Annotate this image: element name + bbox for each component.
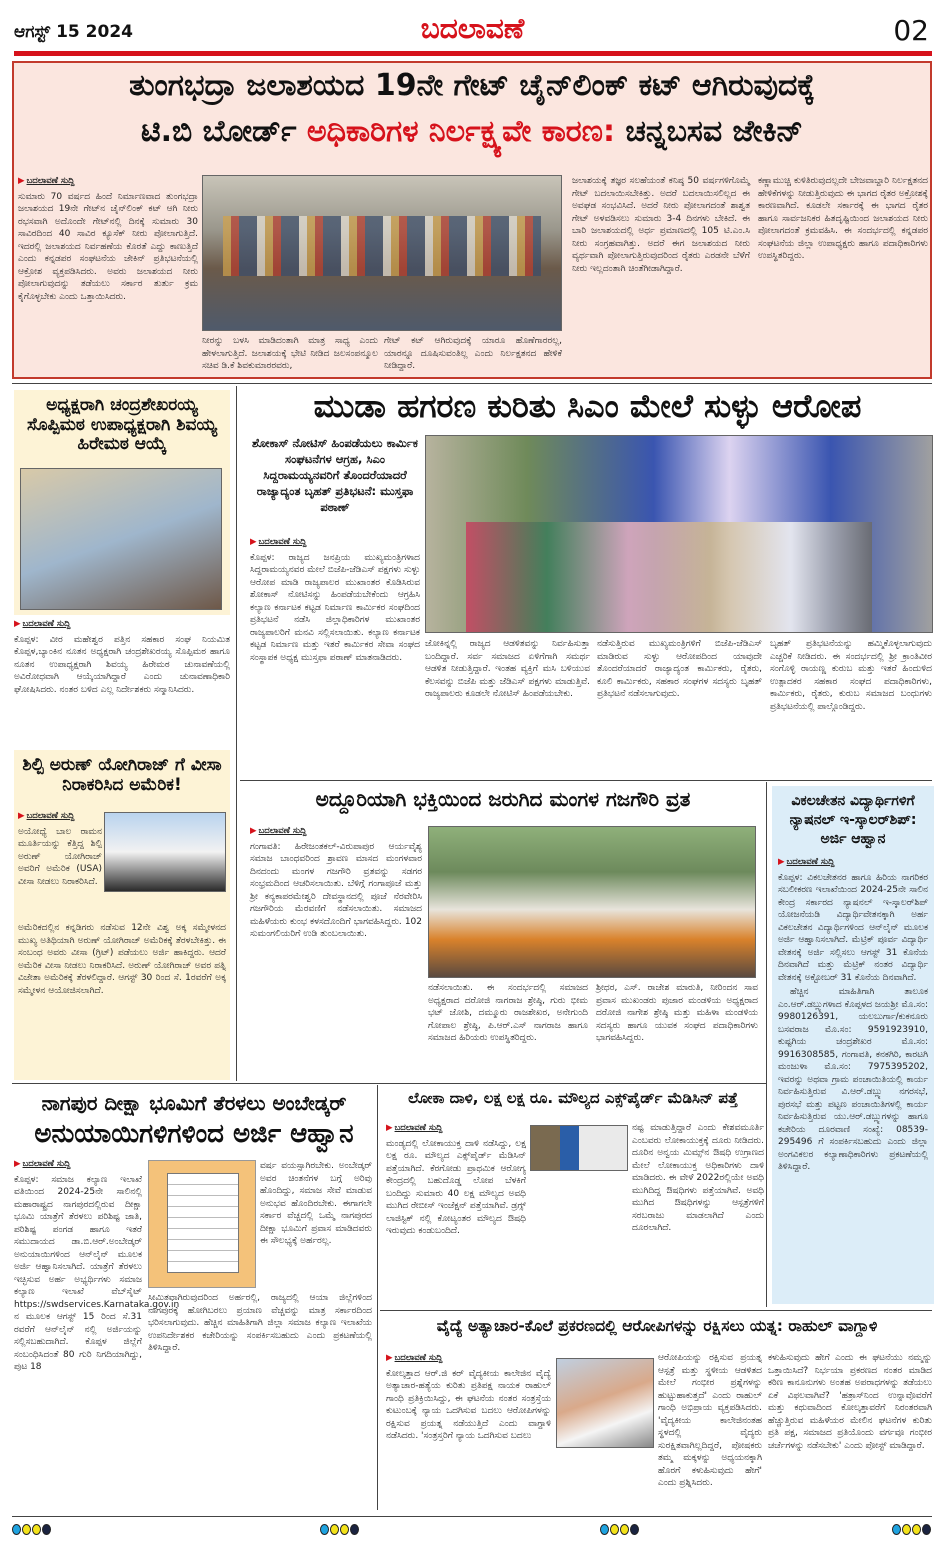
byline: ▶ ಬದಲಾವಣೆ ಸುದ್ದಿ xyxy=(386,1122,526,1135)
rahul-col-3: ಕಳುಹಿಸುವುದು ಹೇಗೆ ಎಂದು ಈ ಘಟನೆಯು ನಮ್ಮನ್ನು ಒತ್ತಾಯಿಸಿದೆ? ನಿರ್ಭಯಾ ಪ್ರಕರಣದ ನಂತರ ಮಾಡಿದ ಕಠಿಣ ಕಾನೂನುಗಳು ಅಂತಹ ಅಪರಾಧಗಳನ್ನು ತಡೆಯಲು ಏಕೆ ವಿಫಲವಾಗಿವೆ? 'ಹತ್ರಾಸ್‌ನಿಂದ ಉನ್ನಾವೊವರೆಗೆ ಮತ್ತು ಕಥುವಾದಿಂದ ಕೋಲ್ಕತ್ತಾವರೆಗೆ ನಿರಂತರವಾಗಿ ಹೆಚ್ಚುತ್ತಿರುವ ಮಹಿಳೆಯರ ಮೇಲಿನ ಘಟನೆಗಳ ಕುರಿತು ಪ್ರತಿ ಪಕ್ಷ, ಸಮಾಜದ ಪ್ರತಿಯೊಂದು ವರ್ಗವೂ ಗಂಭೀರ ಚರ್ಚೆಗಳನ್ನು ನಡೆಸಬೇಕು' ಎಂದು ಪೋಸ್ಟ್ ಮಾಡಿದ್ದಾರೆ. xyxy=(768,1353,932,1451)
cooperative-story xyxy=(14,390,230,615)
headline-highlight: ಅಧಿಕಾರಿಗಳ ನಿರ್ಲಕ್ಷ್ಯವೇ ಕಾರಣ: xyxy=(306,114,615,149)
sculptor-story xyxy=(14,750,230,1080)
sculptor-headline: ಶಿಲ್ಪಿ ಅರುಣ್ ಯೋಗಿರಾಜ್ ಗೆ ವೀಸಾ ನಿರಾಕರಿಸಿದ ಅಮೆರಿಕ! xyxy=(22,755,222,795)
headline-part: ಟಿ.ಬಿ ಬೋರ್ಡ್ xyxy=(141,114,297,149)
newspaper-logo: ಬದಲಾವಣೆ xyxy=(420,12,525,45)
muda-col-2: ಜೋಕಿನ್ನಲ್ಲಿ ರಾಜ್ಯದ ಆಡಳಿತವನ್ನು ನಿರ್ವಹಿಸುತ್ತಾ ಬಂದಿದ್ದಾರೆ. ಸರ್ವ ಸಮಾಜದ ಏಳಿಗೆಗಾಗಿ ಸಮರ್ಥ ಆಡಳಿತ ನೀಡುತ್ತಿದ್ದಾರೆ. ಇಂತಹ ವ್ಯಕ್ತಿಗೆ ಮಸಿ ಬಳಿಯುವ ಕೆಲಸವನ್ನು ಬಿಜೆಪಿ ಮತ್ತು ಜೆಡಿಎಸ್ ಪಕ್ಷಗಳು ಮಾಡುತ್ತಿವೆ. ರಾಜ್ಯಪಾಲರು ಕೂಡಲೇ ನೋಟಿಸ್ ಹಿಂಪಡೆಯಬೇಕು. xyxy=(425,639,590,699)
article-text: ಕೊಪ್ಪಳ: ವಿಕಲಚೇತನರ ಹಾಗೂ ಹಿರಿಯ ನಾಗರಿಕರ ಸಬಲೀಕರಣ ಇಲಾಖೆಯಿಂದ 2024-25ನೇ ಸಾಲಿನ ಕೇಂದ್ರ ಸರ್ಕಾರದ ನ್ಯಾಷನಲ್ ಇ-ಸ್ಕಾಲರ್‌ಶಿಪ್ ಯೋಜನೆಯಡಿ ವಿದ್ಯಾರ್ಥಿವೇತನಕ್ಕಾಗಿ ಅರ್ಹ ವಿಕಲಚೇತನ ವಿದ್ಯಾರ್ಥಿಗಳಿಂದ ಆನ್‌ಲೈನ್ ಮೂಲಕ ಅರ್ಜಿ ಆಹ್ವಾನಿಸಲಾಗಿದೆ. ಮೆಟ್ರಿಕ್ ಪೂರ್ವ ವಿದ್ಯಾರ್ಥಿ ವೇತನಕ್ಕೆ ಅರ್ಜಿ ಸಲ್ಲಿಸಲು ಆಗಸ್ಟ್ 31 ಕೊನೆಯ ದಿನವಾಗಿದೆ ಮತ್ತು ಮೆಟ್ರಿಕ್ ನಂತರ ವಿದ್ಯಾರ್ಥಿ ವೇತನಕ್ಕೆ ಅಕ್ಟೋಬರ್ 31 ಕೊನೆಯ ದಿನವಾಗಿದೆ. xyxy=(778,872,928,983)
lead-col-5: ಕಣ್ಣಾಮುಚ್ಚಿ ಕುಳಿತಿರುವುದಲ್ಲದೇ ಬೇಜವಾಬ್ದಾರಿ ನಿರ್ಲಕ್ಷತನದ ಹೇಳಿಕೆಗಳನ್ನು ನೀಡುತ್ತಿರುವುದು ಈ ಭಾಗದ ರೈತರ ಅಕ್ರೋಶಕ್ಕೆ ಕಾರಣವಾಗಿದೆ. ಕೂಡಲೇ ಸರ್ಕಾರಕ್ಕೆ ಈ ಭಾಗದ ರೈತರ ಹಾಗೂ ಸಾರ್ವಜನಿಕರ ಹಿತದೃಷ್ಟಿಯಿಂದ ಜಲಾಶಯದ ನೀರು ಪೋಲಾಗದಂತೆ ಕ್ರಮವಹಿಸಿ. ಈ ಸಂದರ್ಭದಲ್ಲಿ ಕನ್ನಡಪರ ಸಂಘಟನೆಯ ಜಿಲ್ಲಾ ಉಪಾಧ್ಯಕ್ಷರು ಹಾಗೂ ಪದಾಧಿಕಾರಿಗಳು ಉಪಸ್ಥಿತರಿದ್ದರು. xyxy=(758,176,928,261)
nagpur-headline-line1: ನಾಗಪುರ ದೀಕ್ಷಾ ಭೂಮಿಗೆ ತೆರಳಲು ಅಂಬೇಡ್ಕರ್ xyxy=(41,1091,347,1115)
scholarship-story xyxy=(772,786,934,1304)
article-text: ಕೋಲ್ಕತ್ತಾದ ಆರ್.ಜಿ ಕರ್ ವೈದ್ಯಕೀಯ ಕಾಲೇಜಿನ ವೈದ್ಯೆ ಅತ್ಯಾಚಾರ-ಹತ್ಯೆಯ ಕುರಿತು ಪ್ರತಿಪಕ್ಷ ನಾಯಕ ರಾಹುಲ್ ಗಾಂಧಿ ಪ್ರತಿಕ್ರಿಯಿಸಿದ್ದು, ಈ ಘಟನೆಯ ನಂತರ ಸಂತ್ರಸ್ತೆಯ ಕುಟುಂಬಕ್ಕೆ ನ್ಯಾಯ ಒದಗಿಸುವ ಬದಲು ಆರೋಪಿಗಳನ್ನು ರಕ್ಷಿಸುವ ಪ್ರಯತ್ನ ನಡೆಯುತ್ತಿದೆ ಎಂದು ವಾಗ್ದಾಳಿ ನಡೆಸಿದರು. 'ಸಂತ್ರಸ್ತರಿಗೆ ನ್ಯಾಯ ಒದಗಿಸುವ ಬದಲು xyxy=(386,1368,551,1441)
nagpur-col-1 xyxy=(14,1158,180,1508)
gajagowri-photo xyxy=(428,826,756,978)
color-dots xyxy=(320,1520,360,1539)
color-dots xyxy=(892,1520,932,1539)
byline: ▶ ಬದಲಾವಣೆ ಸುದ್ದಿ xyxy=(14,618,230,631)
scholarship-text xyxy=(778,856,928,1300)
article-text: ಕೊಪ್ಪಳ: ವೀರ ಮಹೇಶ್ವರ ಪತ್ತಿನ ಸಹಕಾರ ಸಂಘ ನಿಯಮಿತ ಕೊಪ್ಪಳ,ಬ್ಯಾಂಕಿನ ನೂತನ ಅಧ್ಯಕ್ಷರಾಗಿ ಚಂದ್ರಶೇಖರಯ್ಯ ಸೊಪ್ಪಿಮಠ ಹಾಗೂ ನೂತನ ಉಪಾಧ್ಯಕ್ಷರಾಗಿ ಶಿವಯ್ಯ ಹಿರೇಮಠ ಚುನಾವಣೆಯಲ್ಲಿ ಅವಿರೋಧವಾಗಿ ಆಯ್ಕೆಯಾಗಿದ್ದಾರೆ ಎಂದು ಚುನಾವಣಾಧಿಕಾರಿ ಘೋಷಿಸಿದರು. ನಂತರ ಬಳಿದ ಎಲ್ಲ ನಿರ್ದೇಶಕರು ಸನ್ಮಾನಿಸಿದರು. xyxy=(14,634,230,695)
byline: ▶ ಬದಲಾವಣೆ ಸುದ್ದಿ xyxy=(250,825,422,838)
divider xyxy=(236,386,237,1081)
rahul-headline: ವೈದ್ಯೆ ಅತ್ಯಾಚಾರ-ಕೊಲೆ ಪ್ರಕರಣದಲ್ಲಿ ಆರೋಪಿಗಳನ್ನು ರಕ್ಷಿಸಲು ಯತ್ನ: ರಾಹುಲ್ ವಾಗ್ದಾಳಿ xyxy=(436,1317,878,1335)
article-text: ಸುಮಾರು 70 ವರ್ಷದ ಹಿಂದೆ ನಿರ್ಮಾಣವಾದ ತುಂಗಭದ್ರಾ ಜಲಾಶಯದ 19ನೇ ಗೇಟ್‌ನ ಚೈನ್‌ಲಿಂಕ್ ಕಟ್ ಆಗಿ ನೀರು ರಭಸವಾಗಿ ಅದೊಂದೇ ಗೇಟ್‌ನಲ್ಲಿ ದಿನಕ್ಕೆ ಸುಮಾರು 30 ಸಾವಿರದಿಂದ 40 ಸಾವಿರ ಕ್ಯೂಸೆಕ್ ನೀರು ಪೋಲಾಗುತ್ತಿದೆ. ಇದರಲ್ಲಿ ಜಲಾಶಯದ ನಿರ್ವಹಣೆಯ ಕೊರತೆ ಎದ್ದು ಕಾಣುತ್ತಿದೆ ಎಂದು ಕನ್ನಡಪರ ಸಂಘಟನೆಯ ಜೇಕಿನ್ ಪ್ರತಿಭಟನೆಯಲ್ಲಿ ಆಕ್ರೋಶ ವ್ಯಕ್ತಪಡಿಸಿದರು. ಅವರು ಜಲಾಶಯದ ನೀರು ಪೋಲಾಗುವುದನ್ನು ತಡೆಯಲು ಸರ್ಕಾರ ತುರ್ತು ಕ್ರಮ ಕೈಗೊಳ್ಳಬೇಕು ಎಂದು ಒತ್ತಾಯಿಸಿದರು. xyxy=(18,191,198,302)
divider xyxy=(12,1083,767,1084)
color-dots xyxy=(600,1520,640,1539)
divider xyxy=(766,782,767,1307)
muda-subheadline: ಶೋಕಾಸ್ ನೋಟಿಸ್ ಹಿಂಪಡೆಯಲು ಕಾರ್ಮಿಕ ಸಂಘಟನೆಗಳ ಆಗ್ರಹ, ಸಿಎಂ ಸಿದ್ದರಾಮಯ್ಯನವರಿಗೆ ತೊಂದರೆಯಾದರೆ ರಾಜ್ಯಾದ್ಯಂತ ಬೃಹತ್ ಪ್ರತಿಭಟನೆ: ಮುಸ್ತಫಾ ಪಠಾಣ್ xyxy=(252,436,418,514)
article-text: ಅಯೋಧ್ಯೆ ಬಾಲ ರಾಮನ ಮೂರ್ತಿಯನ್ನು ಕೆತ್ತಿದ್ದ ಶಿಲ್ಪಿ ಅರುಣ್ ಯೋಗಿರಾಜ್ ಅವರಿಗೆ ಅಮೆರಿಕ (USA) ವೀಸಾ ನೀಡಲು ನಿರಾಕರಿಸಿದೆ. xyxy=(18,826,102,887)
lokayukta-photo xyxy=(530,1125,628,1171)
application-form-illustration xyxy=(148,1160,256,1288)
page-number: 02 xyxy=(893,14,929,47)
muda-col-4: ಬೃಹತ್ ಪ್ರತಿಭಟನೆಯನ್ನು ಹಮ್ಮಿಕೊಳ್ಳಲಾಗುವುದು ಎಚ್ಚರಿಕೆ ನೀಡಿದರು. ಈ ಸಂದರ್ಭದಲ್ಲಿ ಶ್ರೀ ಕ್ರಾಂತಿವೀರ ಸಂಗೊಳ್ಳಿ ರಾಯಣ್ಣ ಕುರುಬ ಮತ್ತು ಇತರೆ ಹಿಂದುಳಿದ ಉತ್ಪಾದಕರ ಸಹಕಾರ ಸಂಘದ ಪದಾಧಿಕಾರಿಗಳು, ಕಾರ್ಮಿಕರು, ರೈತರು, ಕುರುಬ ಸಮಾಜದ ಬಂಧುಗಳು ಪ್ರತಿಭಟನೆಯಲ್ಲಿ ಪಾಲ್ಗೊಂಡಿದ್ದರು. xyxy=(770,639,932,712)
gajagowri-headline: ಅದ್ದೂರಿಯಾಗಿ ಭಕ್ತಿಯಿಂದ ಜರುಗಿದ ಮಂಗಳ ಗಜಗೌರಿ ವ್ರತ xyxy=(315,787,691,811)
muda-headline: ಮುಡಾ ಹಗರಣ ಕುರಿತು ಸಿಎಂ ಮೇಲೆ ಸುಳ್ಳು ಆರೋಪ xyxy=(313,387,862,425)
divider xyxy=(240,780,932,781)
lokayukta-col-2: ನಷ್ಟ ಮಾಡುತ್ತಿದ್ದಾರೆ ಎಂದು ಕೇಶವಮೂರ್ತಿ ಎಂಬವರು ಲೋಕಾಯುಕ್ತಕ್ಕೆ ದೂರು ನೀಡಿದರು. ದೂರಿನ ಅನ್ವಯ ಮಿಮ್ಸ್‌ನ ಔಷಧಿ ಉಗ್ರಾಣದ ಮೇಲೆ ಲೋಕಾಯುಕ್ತ ಅಧಿಕಾರಿಗಳು ದಾಳಿ ಮಾಡಿದರು. ಈ ವೇಳೆ 2022ರಲ್ಲಿಯೇ ಅವಧಿ ಮುಗಿದಿದ್ದ ಔಷಧಿಗಳು ಪತ್ತೆಯಾಗಿವೆ. ಅವಧಿ ಮುಗಿದ ಔಷಧಿಗಳನ್ನು ಆಸ್ಪತ್ರೆಗಳಿಗೆ ಸರಬರಾಜು ಮಾಡಲಾಗಿದೆ ಎಂದು ದೂರಲಾಗಿದೆ. xyxy=(632,1123,764,1233)
muda-col-3: ನಡೆಸುತ್ತಿರುವ ಮುಖ್ಯಮಂತ್ರಿಗಳಿಗೆ ಬಿಜೆಪಿ-ಜೆಡಿಎಸ್ ಮಾಡಿರುವ ಸುಳ್ಳು ಆರೋಪದಿಂದ ಯಾವುದೇ ತೊಂದರೆಯಾದರೆ ರಾಜ್ಯಾದ್ಯಂತ ಕಾರ್ಮಿಕರು, ರೈತರು, ಕೂಲಿ ಕಾರ್ಮಿಕರು, ಸಹಕಾರ ಸಂಘಗಳ ಸದಸ್ಯರು ಬೃಹತ್ ಪ್ರತಿಭಟನೆ ನಡೆಸಲಾಗುವುದು. xyxy=(597,639,762,699)
byline: ▶ ಬದಲಾವಣೆ ಸುದ್ದಿ xyxy=(778,856,928,869)
lokayukta-headline: ಲೋಕಾ ದಾಳಿ, ಲಕ್ಷ ಲಕ್ಷ ರೂ. ಮೌಲ್ಯದ ಎಕ್ಸ್‌ಪೈರ್ಡ್ ಮೆಡಿಸಿನ್ ಪತ್ತೆ xyxy=(408,1089,738,1107)
article-text: ಕೊಪ್ಪಳ: ರಾಜ್ಯದ ಜನಪ್ರಿಯ ಮುಖ್ಯಮಂತ್ರಿಗಳಾದ ಸಿದ್ದರಾಮಯ್ಯನವರ ಮೇಲೆ ಬಿಜೆಪಿ-ಜೆಡಿಎಸ್ ಪಕ್ಷಗಳು ಸುಳ್ಳು ಆರೋಪ ಮಾಡಿ ರಾಜ್ಯಪಾಲರ ಮುಖಾಂತರ ಕೊಡಿಸಿರುವ ಶೋಕಾಸ್ ನೋಟಿಸನ್ನು ಹಿಂಪಡೆಯಬೇಕೆಂದು ಆಗ್ರಹಿಸಿ ಕಲ್ಯಾಣ ಕರ್ನಾಟಕ ಕಟ್ಟಡ ನಿರ್ಮಾಣ ಕಾರ್ಮಿಕರ ಸಂಘದಿಂದ ಪ್ರತಿಭಟನೆ ನಡೆಸಿ ಜಿಲ್ಲಾಧಿಕಾರಿಗಳ ಮುಖಾಂತರ ರಾಜ್ಯಪಾಲರಿಗೆ ಮನವಿ ಸಲ್ಲಿಸಲಾಯಿತು. ಕಲ್ಯಾಣ ಕರ್ನಾಟಕ ಕಟ್ಟಡ ನಿರ್ಮಾಣ ಮತ್ತು ಇತರೆ ಕಾರ್ಮಿಕರ ಸೇವಾ ಸಂಘದ ಸಂಸ್ಥಾಪಕ ಅಧ್ಯಕ್ಷ ಮುಸ್ತಫಾ ಪಠಾಣ್ ಮಾತನಾಡಿದರು. xyxy=(250,552,420,663)
article-text: ಮಂಡ್ಯದಲ್ಲಿ ಲೋಕಾಯುಕ್ತ ದಾಳಿ ನಡೆಸಿದ್ದು, ಲಕ್ಷ ಲಕ್ಷ ರೂ. ಮೌಲ್ಯದ ಎಕ್ಸ್‌ಪೈರ್ಡ್ ಮೆಡಿಸಿನ್ ಪತ್ತೆಯಾಗಿದೆ. ಕೆರಗೋಡು ಪ್ರಾಥಮಿಕ ಆರೋಗ್ಯ ಕೇಂದ್ರದಲ್ಲಿ ಬಹುದೊಡ್ಡ ಲೋಪ ಬೆಳಕಿಗೆ ಬಂದಿದ್ದು ಸುಮಾರು 40 ಲಕ್ಷ ಮೌಲ್ಯದ ಅವಧಿ ಮುಗಿದ ರೇಬೀಸ್ ಇಂಜೆಕ್ಷನ್ ಪತ್ತೆಯಾಗಿವೆ. ಡ್ರಗ್ಸ್ ಲಾಜಿಸ್ಟಿಕ್ ನಲ್ಲಿ ಕೋಟ್ಯಂತರ ಮೌಲ್ಯದ ಔಷಧಿ ಇರುವುದು ಕಂಡುಬಂದಿದೆ. xyxy=(386,1138,526,1236)
lead-col-2: ನೀರನ್ನು ಬಳಸಿ ಮಾಡಿದಂತಾಗಿ ಮಾತ್ರ ಸಾಧ್ಯ ಎಂದು ಹೇಳಲಾಗುತ್ತಿದೆ. ಜಲಾಶಯಕ್ಕೆ ಭೇಟಿ ನೀಡಿದ ಜಲಸಂಪನ್ಮೂಲ ಸಚಿವ ಡಿ.ಕೆ ಶಿವಕುಮಾರರವರು, xyxy=(202,336,378,371)
muda-col-1 xyxy=(250,536,420,776)
muda-photo xyxy=(425,435,933,633)
lead-headline-line1: ತುಂಗಭದ್ರಾ ಜಲಾಶಯದ 19ನೇ ಗೇಟ್ ಚೈನ್‌ಲಿಂಕ್ ಕಟ್ ಆಗಿರುವುದಕ್ಕೆ xyxy=(129,68,815,103)
byline: ▶ ಬದಲಾವಣೆ ಸುದ್ದಿ xyxy=(14,1158,142,1171)
gajagowri-col-3: ಶ್ರೀಧರ, ಎಸ್. ರಾಜೇಶ ಮಾರುತಿ, ನೀರಿಂದನ ಸಾವ ಪ್ರವಾಸ ಮುಖಂಡರು ಪುಜಾರ ಮಂಡಳಿಯ ಅಧ್ಯಕ್ಷರಾದ ದರೋಜಿ ನಾಗೇಶ ಶ್ರೇಷ್ಠಿ ಮತ್ತು ಮಹಿಳಾ ಮಂಡಳಿಯ ಸದಸ್ಯರು ಹಾಗೂ ಯುವಕ ಸಂಘದ ಪದಾಧಿಕಾರಿಗಳು ಭಾಗವಹಿಸಿದ್ದರು. xyxy=(596,983,758,1043)
lead-headline-line2 xyxy=(14,115,930,150)
color-dots xyxy=(12,1520,52,1539)
article-text: ಹೆಚ್ಚಿನ ಮಾಹಿತಿಗಾಗಿ ತಾಲೂಕ ಎಂ.ಆರ್.ಡಬ್ಲ್ಯುಗಳಾದ ಕೊಪ್ಪಳದ ಜಯಶ್ರೀ ಮೊ.ಸಂ: 9980126391, ಯಲಬುರ್ಗಾ/ಕುಕನೂರು ಬಸವರಾಜ ಮೊ.ಸಂ: 9591923910, ಕುಷ್ಟಗಿಯ ಚಂದ್ರಶೇಖರ ಮೊ.ಸಂ: 9916308585, ಗಂಗಾವತಿ, ಕನಕಗಿರಿ, ಕಾರಟಗಿ ಮಂಜುಳಾ ಮೊ.ಸಂ: 7975395202, ಇವರನ್ನು ಅಥವಾ ಗ್ರಾಮ ಪಂಚಾಯಿತಿಯಲ್ಲಿ ಕಾರ್ಯ ನಿರ್ವಹಿಸುತ್ತಿರುವ ವಿ.ಆರ್.ಡಬ್ಲ್ಯು ನಗರಸಭೆ, ಪುರಸಭೆ ಮತ್ತು ಪಟ್ಟಣ ಪಂಚಾಯಿತಿಗಳಲ್ಲಿ ಕಾರ್ಯ ನಿರ್ವಹಿಸುತ್ತಿರುವ ಯು.ಆರ್.ಡಬ್ಲ್ಯುಗಳನ್ನು ಹಾಗೂ ಕಚೇರಿಯ ದೂರವಾಣಿ ಸಂಖ್ಯೆ: 08539-295496 ಗೆ ಸಂಪರ್ಕಿಸಬಹುದು ಎಂದು ಜಿಲ್ಲಾ ಅಂಗವಿಕಲರ ಕಲ್ಯಾಣಾಧಿಕಾರಿಗಳು ಪ್ರಕಟಣೆಯಲ್ಲಿ ತಿಳಿಸಿದ್ದಾರೆ. xyxy=(778,987,928,1172)
cooperative-text xyxy=(14,618,230,746)
byline: ▶ ಬದಲಾವಣೆ ಸುದ್ದಿ xyxy=(18,175,198,188)
nagpur-col-2: ವರ್ಷ ವಯಸ್ಸಾಗಿರಬೇಕು. ಅಂಬೇಡ್ಕರ್ ಅವರ ಚಿಂತನೆಗಳ ಬಗ್ಗೆ ಅರಿವು ಹೊಂದಿದ್ದು, ಸಮಾಜ ಸೇವೆ ಮಾಡುವ ಅನುಭವ ಹೊಂದಿರಬೇಕು. ಈಗಾಗಲೇ ಸರ್ಕಾರ ವೆಚ್ಚದಲ್ಲಿ ಒಮ್ಮೆ ನಾಗಪುರದ ದೀಕ್ಷಾ ಭೂಮಿಗೆ ಪ್ರವಾಸ ಮಾಡಿದವರು ಈ ಸೌಲಭ್ಯಕ್ಕೆ ಅರ್ಹರಲ್ಲ. xyxy=(260,1161,372,1246)
headline-part: ಚನ್ನಬಸವ ಜೇಕಿನ್ xyxy=(625,114,803,149)
rahul-photo xyxy=(556,1358,654,1448)
divider xyxy=(377,1085,378,1510)
lead-photo xyxy=(202,175,562,331)
lead-col-4: ಜಲಾಶಯಕ್ಕೆ ತಜ್ಞರ ಸಲಹೆಯಂತೆ ಕನಿಷ್ಠ 50 ವರ್ಷಗಳಿಗೊಮ್ಮೆ ಗೇಟ್ ಬದಲಾಯಿಸಬೇಕಿತ್ತು. ಅದರೆ ಬದಲಾಯಿಸಲಿಲ್ಲದ ಈ ಅವಘಡ ಸಂಭವಿಸಿದೆ. ಅದರೆ ನೀರು ಪೋಲಾಗದಂತೆ ಶಾಶ್ವತ ಗೇಟ್ ಅಳವಡಿಸಲು ಸುಮಾರು 3-4 ದಿನಗಳು ಬೇಕಿದೆ. ಈ ಬಾರಿ ಜಲಾಶಯದಲ್ಲಿ ಅರ್ಧ ಪ್ರಮಾಣದಲ್ಲಿ 105 ಟಿ.ಎಂ.ಸಿ ನೀರು ಸಂಗ್ರಹವಾಗಿತ್ತು. ಅದರೆ ಈಗ ಜಲಾಶಯದ ನೀರು ವ್ಯರ್ಥವಾಗಿ ಪೋಲಾಗುತ್ತಿರುವುದರಿಂದ ರೈತರು ಎರಡನೇ ಬೆಳೆಗೆ ನೀರು ಇಲ್ಲದಂತಾಗಿ ಚಿಂತೆಗೀಡಾಗಿದ್ದಾರೆ. xyxy=(572,176,750,274)
rahul-col-2: ಆರೋಪಿಯನ್ನು ರಕ್ಷಿಸುವ ಪ್ರಯತ್ನ ಆಸ್ಪತ್ರೆ ಮತ್ತು ಸ್ಥಳೀಯ ಆಡಳಿತದ ಮೇಲೆ ಗಂಭೀರ ಪ್ರಶ್ನೆಗಳನ್ನು ಹುಟ್ಟುಹಾಕುತ್ತದೆ' ಎಂದು ರಾಹುಲ್ ಗಾಂಧಿ ಅಭಿಪ್ರಾಯ ವ್ಯಕ್ತಪಡಿಸಿದರು. 'ವೈದ್ಯಕೀಯ ಕಾಲೇಜಿನಂತಹ ಸ್ಥಳದಲ್ಲಿ ವೈದ್ಯರು ಸುರಕ್ಷಿತವಾಗಿಲ್ಲದಿದ್ದರೆ, ಪೋಷಕರು ತಮ್ಮ ಮಕ್ಕಳನ್ನು ಅಧ್ಯಯನಕ್ಕಾಗಿ ಹೊರಗೆ ಕಳುಹಿಸುವುದು ಹೇಗೆ' ಎಂದು ಪ್ರಶ್ನಿಸಿದರು. xyxy=(658,1353,762,1488)
nagpur-headline-line2: ಅನುಯಾಯಿಗಳಿಗಳಿಂದ ಅರ್ಜಿ ಆಹ್ವಾನ xyxy=(34,1119,354,1149)
rahul-col-1 xyxy=(386,1352,551,1507)
lead-col-3: ಗೇಟ್ ಕಟ್ ಆಗಿರುವುದಕ್ಕೆ ಯಾರೂ ಹೊಣೆಗಾರರಲ್ಲ, ಯಾರನ್ನೂ ದೂಷಿಸುವಂತಿಲ್ಲ ಎಂದು ನಿರ್ಲಕ್ಷತನದ ಹೇಳಿಕೆ ನೀಡಿದ್ದಾರೆ. xyxy=(384,336,562,371)
lead-col-1 xyxy=(18,175,198,375)
sculptor-text-b: ಅಮೆರಿಕದಲ್ಲಿನ ಕನ್ನಡಿಗರು ನಡೆಸುವ 12ನೇ ವಿಶ್ವ ಅಕ್ಕ ಸಮ್ಮೇಳನದ ಮುಖ್ಯ ಅತಿಥಿಯಾಗಿ ಅರುಣ್ ಯೋಗಿರಾಜ್ ಅಮೆರಿಕಕ್ಕೆ ತೆರಳಬೇಕಿತ್ತು. ಈ ಸಂಬಂಧ ಅವರು ವೀಸಾ (ಗ್ರಿಟ್) ಪಡೆಯಲು ಅರ್ಜಿ ಹಾಕಿದ್ದರು. ಆದರೆ ಅಮೆರಿಕ ವೀಸಾ ನೀಡಲು ನಿರಾಕರಿಸಿದೆ. ಅರುಣ್ ಯೋಗಿರಾಜ್ ಅವರ ಪತ್ನಿ ವಿಜೇತಾ ಅಮೆರಿಕಕ್ಕೆ ತೆರಳಲಿದ್ದಾರೆ. ಆಗಸ್ಟ್ 30 ರಿಂದ ಸೆ. 1ರವರೆಗೆ ಅಕ್ಕ ಸಮ್ಮೇಳನ ಆಯೋಜಿಸಲಾಗಿದೆ. xyxy=(18,923,226,996)
nagpur-col-3: ಸೀಮಿತವಾಗಿರುವುದರಿಂದ ಅರ್ಹರಲ್ಲಿ, ರಾಜ್ಯದಲ್ಲಿ ಆಯಾ ಜಿಲ್ಲೆಗಳಿಂದ ನಾಗಪುರಕ್ಕೆ ಹೋಗಿಬರಲು ಪ್ರಯಾಣ ವೆಚ್ಚವನ್ನು ಮಾತ್ರ ಸರ್ಕಾರದಿಂದ ಭರಿಸಲಾಗುವುದು. ಹೆಚ್ಚಿನ ಮಾಹಿತಿಗಾಗಿ ಜಿಲ್ಲಾ ಸಮಾಜ ಕಲ್ಯಾಣ ಇಲಾಖೆಯ ಉಪನಿರ್ದೇಶಕರ ಕಚೇರಿಯನ್ನು ಸಂಪರ್ಕಿಸಬಹುದು ಎಂದು ಪ್ರಕಟಣೆಯಲ್ಲಿ ತಿಳಿಸಿದ್ದಾರೆ. xyxy=(148,1293,372,1353)
divider xyxy=(12,383,932,384)
article-text: ಗಂಗಾವತಿ: ಹಿರೇಜಂತಕಲ್-ವಿರುಪಾಪುರ ಆರ್ಯವೈಶ್ಯ ಸಮಾಜ ಬಾಂಧವರಿಂದ ಶ್ರಾವಣ ಮಾಸದ ಮಂಗಳವಾರ ದಿನದಂದು ಮಂಗಳ ಗಜಗೌರಿ ವ್ರತವನ್ನು ಸಡಗರ ಸಂಭ್ರಮದಿಂದ ಆಚರಿಸಲಾಯಿತು. ಬೆಳಿಗ್ಗೆ ಗಂಗಾಪೂಜೆ ಮತ್ತು ಶ್ರೀ ಕನ್ಯಕಾಪರಮೇಶ್ವರಿ ದೇವಸ್ಥಾನದಲ್ಲಿ ಪೂಜೆ ನೆರವೇರಿಸಿ ಗಜಗೌರಿಯ ಮೆರವಣಿಗೆ ನಡೆಸಲಾಯಿತು. ಸಮಾಜದ ಮಹಿಳೆಯರು ಕುಂಭ ಕಳಸದೊಂದಿಗೆ ಭಾಗವಹಿಸಿದ್ದರು. 102 ಸುಮಂಗಲಿಯರಿಗೆ ಉಡಿ ತುಂಬಲಾಯಿತು. xyxy=(250,841,422,939)
byline: ▶ ಬದಲಾವಣೆ ಸುದ್ದಿ xyxy=(250,536,420,549)
masthead-rule xyxy=(14,51,932,56)
cooperative-photo xyxy=(20,468,222,610)
lokayukta-col-1 xyxy=(386,1122,526,1307)
lead-story xyxy=(12,61,932,379)
sculptor-text-a xyxy=(18,810,102,920)
divider xyxy=(380,1310,932,1311)
byline: ▶ ಬದಲಾವಣೆ ಸುದ್ದಿ xyxy=(386,1352,551,1365)
issue-date: ಆಗಸ್ಟ್ 15 2024 xyxy=(14,22,133,42)
byline: ▶ ಬದಲಾವಣೆ ಸುದ್ದಿ xyxy=(18,810,102,823)
footer-rule xyxy=(12,1516,932,1517)
sculptor-photo xyxy=(104,812,226,892)
article-text: ಕೊಪ್ಪಳ: ಸಮಾಜ ಕಲ್ಯಾಣ ಇಲಾಖೆ ವತಿಯಿಂದ 2024-25ನೇ ಸಾಲಿನಲ್ಲಿ ಮಹಾರಾಷ್ಟ್ರದ ನಾಗಪುರದಲ್ಲಿರುವ ದೀಕ್ಷಾ ಭೂಮಿ ಯಾತ್ರೆಗೆ ತೆರಳಲು ಪರಿಶಿಷ್ಟ ಜಾತಿ, ಪರಿಶಿಷ್ಟ ಪಂಗಡ ಹಾಗೂ ಇತರೆ ಸಮುದಾಯದ ಡಾ.ಬಿ.ಆರ್.ಅಂಬೇಡ್ಕರ್ ಅನುಯಾಯಿಗಳಿಂದ ಆನ್‌ಲೈನ್ ಮೂಲಕ ಅರ್ಜಿ ಆಹ್ವಾನಿಸಲಾಗಿದೆ. ಯಾತ್ರೆಗೆ ತೆರಳಲು ಇಚ್ಛಿಸುವ ಅರ್ಹ ಅಭ್ಯರ್ಥಿಗಳು ಸಮಾಜ ಕಲ್ಯಾಣ ಇಲಾಖೆ ವೆಬ್‌ಸೈಟ್ https://swdservices.Karnataka.gov.in ನ ಮೂಲಕ ಆಗಸ್ಟ್ 15 ರಿಂದ ಸೆ.31 ರವರೆಗೆ ಆನ್‌ಲೈನ್ ನಲ್ಲಿ ಅರ್ಜಿಯನ್ನು ಸಲ್ಲಿಸಬಹುದಾಗಿದೆ. ಕೊಪ್ಪಳ ಜಿಲ್ಲೆಗೆ ಸಂಬಂಧಿಸಿದಂತೆ 80 ಗುರಿ ನಿಗದಿಯಾಗಿದ್ದು, ಪುಟ 18 xyxy=(14,1174,180,1372)
registration-marks xyxy=(12,1520,932,1534)
gajagowri-col-1 xyxy=(250,825,422,1075)
scholarship-headline: ವಿಕಲಚೇತನ ವಿದ್ಯಾರ್ಥಿಗಳಿಗೆ ನ್ಯಾಷನಲ್ ಇ-ಸ್ಕಾಲರ್‌ಶಿಪ್: ಅರ್ಜಿ ಆಹ್ವಾನ xyxy=(789,793,917,847)
cooperative-headline: ಅಧ್ಯಕ್ಷರಾಗಿ ಚಂದ್ರಶೇಖರಯ್ಯ ಸೊಪ್ಪಿಮಠ ಉಪಾಧ್ಯಕ್ಷರಾಗಿ ಶಿವಯ್ಯ ಹಿರೇಮಠ ಆಯ್ಕೆ xyxy=(26,395,217,455)
gajagowri-col-2: ನಡೆಸಲಾಯಿತು. ಈ ಸಂದರ್ಭದಲ್ಲಿ ಸಮಾಜದ ಅಧ್ಯಕ್ಷರಾದ ದರೋಜಿ ನಾಗರಾಜ ಶ್ರೇಷ್ಠಿ, ಗುರು ಭೀಮ ಭಟ್ ಜೋಶಿ, ದಮ್ಮೂರು ರಾಜಶೇಖರ, ಅನೇಗುಂದಿ ಗೋಪಾಲ ಶ್ರೇಷ್ಠಿ, ಪಿ.ಆರ್.ಎಸ್ ನಾಗರಾಜ ಹಾಗೂ ಸಮಾಜದ ಹಿರಿಯರು ಉಪಸ್ಥಿತರಿದ್ದರು. xyxy=(428,983,588,1043)
